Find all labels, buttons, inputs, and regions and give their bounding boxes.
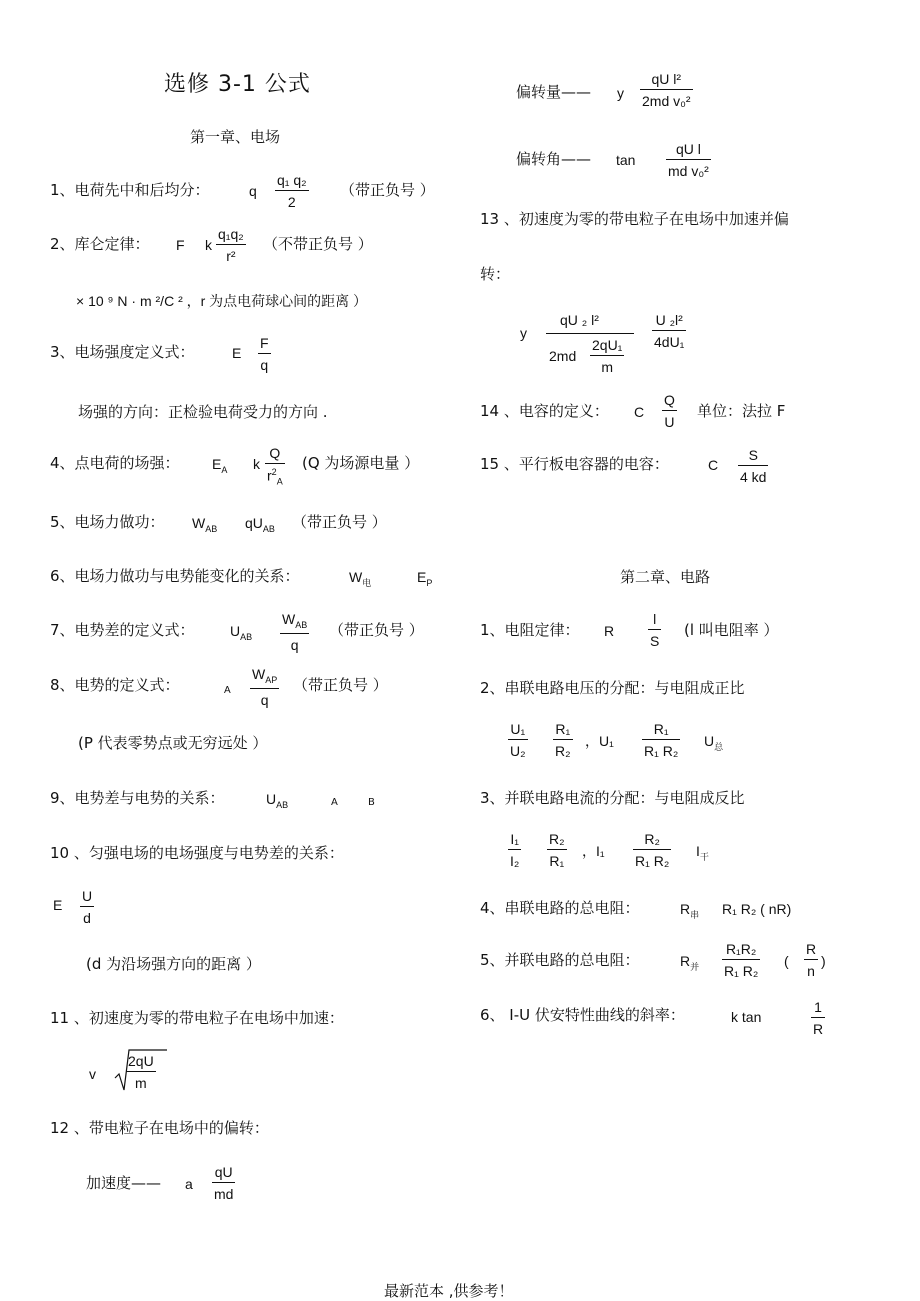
- page-title: 选修 3-1 公式: [164, 72, 311, 97]
- item14-label: 14 、电容的定义：: [480, 402, 609, 420]
- circuit6-num: 1: [814, 999, 822, 1015]
- item4-fraction: [265, 446, 285, 486]
- item9-a: A: [331, 797, 338, 808]
- circuit2-f1-num: U₁: [510, 721, 526, 737]
- item3-direction: 场强的方向：正检验电荷受力的方向 .: [78, 403, 328, 421]
- circuit3-tail-symbol: I: [696, 843, 700, 859]
- deflection-fraction: [640, 72, 693, 108]
- circuit1-note: (l 叫电阻率 ）: [684, 621, 779, 639]
- circuit6-lhs: k tan: [731, 1009, 762, 1025]
- item10-note: (d 为沿场强方向的距离 ）: [86, 955, 261, 973]
- item1-lhs: q: [249, 183, 257, 199]
- item8-den: q: [250, 688, 279, 707]
- item8-fraction: [250, 667, 279, 707]
- circuit1-lhs: R: [604, 623, 615, 639]
- circuit5-den: R₁ R₂: [722, 959, 760, 978]
- item13-inner-num: 2qU₁: [592, 337, 623, 353]
- circuit3-f3-num: R₂: [644, 831, 660, 847]
- item1-label: 1、电荷先中和后均分：: [50, 181, 210, 199]
- item12-den: md: [212, 1182, 235, 1201]
- circuit5-r-symbol: R: [680, 953, 691, 969]
- deflection-label: 偏转量——: [516, 83, 592, 101]
- circuit3-fraction1: [508, 832, 521, 868]
- circuit2-tail-sub: 总: [714, 741, 724, 752]
- circuit5-close-paren: ): [821, 953, 826, 969]
- deflection-num: qU l²: [651, 71, 682, 87]
- item3-num: F: [260, 335, 269, 351]
- item3-label: 3、电场强度定义式：: [50, 343, 195, 361]
- circuit2-fraction1: [508, 722, 528, 758]
- item6-w-sub: 电: [362, 577, 372, 588]
- item15-fraction: [738, 448, 768, 484]
- circuit3-mid: ，I₁: [582, 843, 605, 859]
- item6-e-sub: P: [426, 577, 433, 588]
- footer-note: 最新范本 ,供参考！: [384, 1282, 514, 1300]
- circuit6-label: 6、 I-U 伏安特性曲线的斜率：: [480, 1006, 685, 1024]
- circuit3-fraction3: [633, 832, 671, 868]
- item1-fraction: [275, 173, 309, 209]
- item13-label-cont: 转：: [480, 265, 511, 283]
- item4-den: $r^2_A$: [265, 463, 285, 486]
- item7-lhs-symbol: U: [230, 623, 241, 639]
- item1-den: 2: [275, 190, 309, 209]
- item14-unit: 单位：法拉 F: [697, 402, 786, 420]
- circuit3-f2-num: R₂: [549, 831, 565, 847]
- item5-note: （带正负号 ）: [292, 513, 387, 531]
- item5-w: [192, 516, 217, 534]
- item15-label: 15 、平行板电容器的电容：: [480, 455, 669, 473]
- item4-den-sub: A: [276, 476, 283, 487]
- circuit2-tail: [704, 734, 723, 752]
- circuit1-fraction: [648, 612, 661, 648]
- circuit5-num2: R: [806, 941, 817, 957]
- item7-note: （带正负号 ）: [329, 621, 424, 639]
- circuit5-den2: n: [804, 959, 818, 978]
- item2-num: q₁q₂: [218, 226, 244, 242]
- item13-main-bar: [546, 333, 634, 334]
- item4-label: 4、点电荷的场强：: [50, 454, 180, 472]
- item15-num: S: [748, 447, 758, 463]
- circuit5-open-paren: (: [784, 953, 789, 969]
- circuit6-fraction: [811, 1000, 825, 1036]
- circuit1-label: 1、电阻定律：: [480, 621, 580, 639]
- circuit3-f2-den: R₁: [547, 849, 567, 868]
- item13-den2: 4dU₁: [652, 330, 686, 349]
- circuit3-label: 3、并联电路电流的分配：与电阻成反比: [480, 789, 745, 807]
- item13-num2: U ₂l²: [655, 312, 683, 328]
- item11-num: 2qU: [128, 1053, 154, 1069]
- circuit2-f2-num: R₁: [555, 721, 571, 737]
- item15-den: 4 kd: [738, 465, 768, 484]
- item2-constant-line: × 10 ⁹ N · m ²/C ² ，r 为点电荷球心间的距离 ）: [76, 293, 368, 309]
- circuit2-fraction3: [642, 722, 680, 758]
- item4-k: k: [253, 456, 260, 472]
- item14-lhs: C: [634, 404, 645, 420]
- item3-den: q: [258, 353, 271, 372]
- deflection-lhs: y: [617, 85, 624, 101]
- circuit3-fraction2: [547, 832, 567, 868]
- item12-a: a: [185, 1176, 193, 1192]
- item13-fraction2: [652, 313, 686, 349]
- item13-num: qU ₂ l²: [560, 312, 599, 328]
- item5-label: 5、电场力做功：: [50, 513, 165, 531]
- circuit5-fraction: [722, 942, 760, 978]
- circuit4-rest: R₁ R₂ ( nR): [722, 901, 792, 917]
- item10-num: U: [82, 888, 93, 904]
- item12-fraction: [212, 1165, 235, 1201]
- item2-den: r²: [216, 244, 246, 263]
- item3-lhs: E: [232, 345, 242, 361]
- angle-fraction: [666, 142, 711, 178]
- item4-lhs-symbol: E: [212, 456, 222, 472]
- item10-fraction: [80, 889, 94, 925]
- circuit3-f1-den: I₂: [508, 849, 521, 868]
- circuit4-r: [680, 902, 699, 920]
- item1-num: q₁ q₂: [277, 172, 307, 188]
- circuit4-r-symbol: R: [680, 901, 691, 917]
- circuit1-num: l: [653, 611, 657, 627]
- item8-num-sub: AP: [265, 674, 278, 685]
- chapter-1-heading: 第一章、电场: [190, 128, 281, 146]
- circuit2-f3-den: R₁ R₂: [642, 739, 680, 758]
- item13-den-a: 2md: [549, 348, 577, 364]
- item8-label: 8、电势的定义式：: [50, 676, 180, 694]
- circuit2-label: 2、串联电路电压的分配：与电阻成正比: [480, 679, 745, 697]
- item8-lhs-sub: A: [224, 685, 231, 696]
- circuit5-fraction2: [804, 942, 818, 978]
- circuit3-tail-sub: 干: [699, 851, 709, 862]
- item7-num: [280, 612, 309, 633]
- item12-num: qU: [214, 1164, 233, 1180]
- item4-num: Q: [269, 445, 281, 461]
- item7-fraction: [280, 612, 309, 652]
- item7-lhs: [230, 624, 252, 642]
- circuit5-r-sub: 并: [690, 961, 700, 972]
- circuit3-tail: [696, 844, 709, 862]
- item14-fraction: [662, 393, 677, 429]
- item2-note: （不带正负号 ）: [263, 235, 373, 253]
- item4-den-symbol: r: [267, 467, 272, 484]
- item11-lhs: v: [89, 1066, 96, 1082]
- circuit2-f2-den: R₂: [553, 739, 573, 758]
- item2-label: 2、库仑定律：: [50, 235, 150, 253]
- item12-acc-label: 加速度——: [86, 1174, 162, 1192]
- item6-label: 6、电场力做功与电势能变化的关系：: [50, 567, 300, 585]
- item7-num-sub: AB: [295, 619, 308, 630]
- circuit3-f1-num: I₁: [510, 831, 519, 847]
- item6-e-symbol: E: [417, 569, 427, 585]
- item9-label: 9、电势差与电势的关系：: [50, 789, 225, 807]
- item14-den: U: [662, 410, 677, 429]
- circuit2-mid: ，U₁: [585, 733, 614, 749]
- circuit3-f3-den: R₁ R₂: [633, 849, 671, 868]
- item10-den: d: [80, 906, 94, 925]
- circuit1-den: S: [648, 629, 661, 648]
- item5-qu-symbol: qU: [245, 515, 263, 531]
- item5-qu-sub: AB: [262, 523, 275, 534]
- item8-zero-point-note: (P 代表零势点或无穷远处 ）: [78, 734, 268, 752]
- chapter-2-heading: 第二章、电路: [620, 568, 711, 586]
- deflection-den: 2md v₀²: [640, 89, 693, 108]
- item3-fraction: [258, 336, 271, 372]
- circuit4-r-sub: 串: [690, 909, 700, 920]
- circuit2-f3-num: R₁: [653, 721, 669, 737]
- item6-w: [349, 570, 371, 588]
- item14-num: Q: [664, 392, 675, 408]
- item2-fraction: [216, 227, 246, 263]
- item9-lhs-sub: AB: [276, 799, 289, 810]
- item11-label: 11 、初速度为零的带电粒子在电场中加速：: [50, 1009, 344, 1027]
- angle-den: md v₀²: [666, 159, 711, 178]
- item13-inner-fraction: [590, 338, 624, 374]
- item8-num: [250, 667, 279, 688]
- circuit5-num: R₁R₂: [725, 941, 757, 957]
- item8-num-symbol: W: [252, 666, 266, 682]
- circuit2-f1-den: U₂: [508, 739, 528, 758]
- angle-num: qU l: [675, 141, 701, 157]
- item8-note: （带正负号 ）: [293, 676, 388, 694]
- item9-lhs-symbol: U: [266, 791, 277, 807]
- item11-den: m: [126, 1071, 156, 1090]
- item6-w-symbol: W: [349, 569, 363, 585]
- item9-lhs: [266, 792, 288, 810]
- angle-label: 偏转角——: [516, 150, 592, 168]
- item1-note: （带正负号 ）: [340, 181, 435, 199]
- circuit4-label: 4、串联电路的总电阻：: [480, 899, 640, 917]
- circuit5-r: [680, 954, 699, 972]
- item4-note: (Q 为场源电量 ）: [302, 454, 420, 472]
- item5-w-sub: AB: [205, 523, 218, 534]
- item5-w-symbol: W: [192, 515, 206, 531]
- item12-label: 12 、带电粒子在电场中的偏转：: [50, 1119, 269, 1137]
- item15-lhs: C: [708, 457, 719, 473]
- item10-lhs: E: [53, 897, 63, 913]
- angle-lhs: tan: [616, 152, 636, 168]
- item7-num-symbol: W: [282, 611, 296, 627]
- circuit2-fraction2: [553, 722, 573, 758]
- item10-label: 10 、匀强电场的电场强度与电势差的关系：: [50, 844, 344, 862]
- item4-lhs-sub: A: [221, 464, 228, 475]
- circuit5-label: 5、并联电路的总电阻：: [480, 951, 640, 969]
- item13-label: 13 、初速度为零的带电粒子在电场中加速并偏: [480, 210, 789, 228]
- item13-lhs: y: [520, 325, 527, 341]
- circuit2-tail-symbol: U: [704, 733, 715, 749]
- circuit6-den: R: [811, 1017, 825, 1036]
- item7-lhs-sub: AB: [240, 631, 253, 642]
- item11-fraction: [126, 1054, 156, 1090]
- item2-k: k: [205, 237, 212, 253]
- item7-label: 7、电势差的定义式：: [50, 621, 195, 639]
- item9-b: B: [368, 797, 375, 808]
- item13-inner-den: m: [590, 355, 624, 374]
- item6-e: [417, 570, 432, 588]
- item5-qu: [245, 516, 275, 534]
- item7-den: q: [280, 633, 309, 652]
- item2-lhs: F: [176, 237, 185, 253]
- item4-lhs: [212, 457, 227, 475]
